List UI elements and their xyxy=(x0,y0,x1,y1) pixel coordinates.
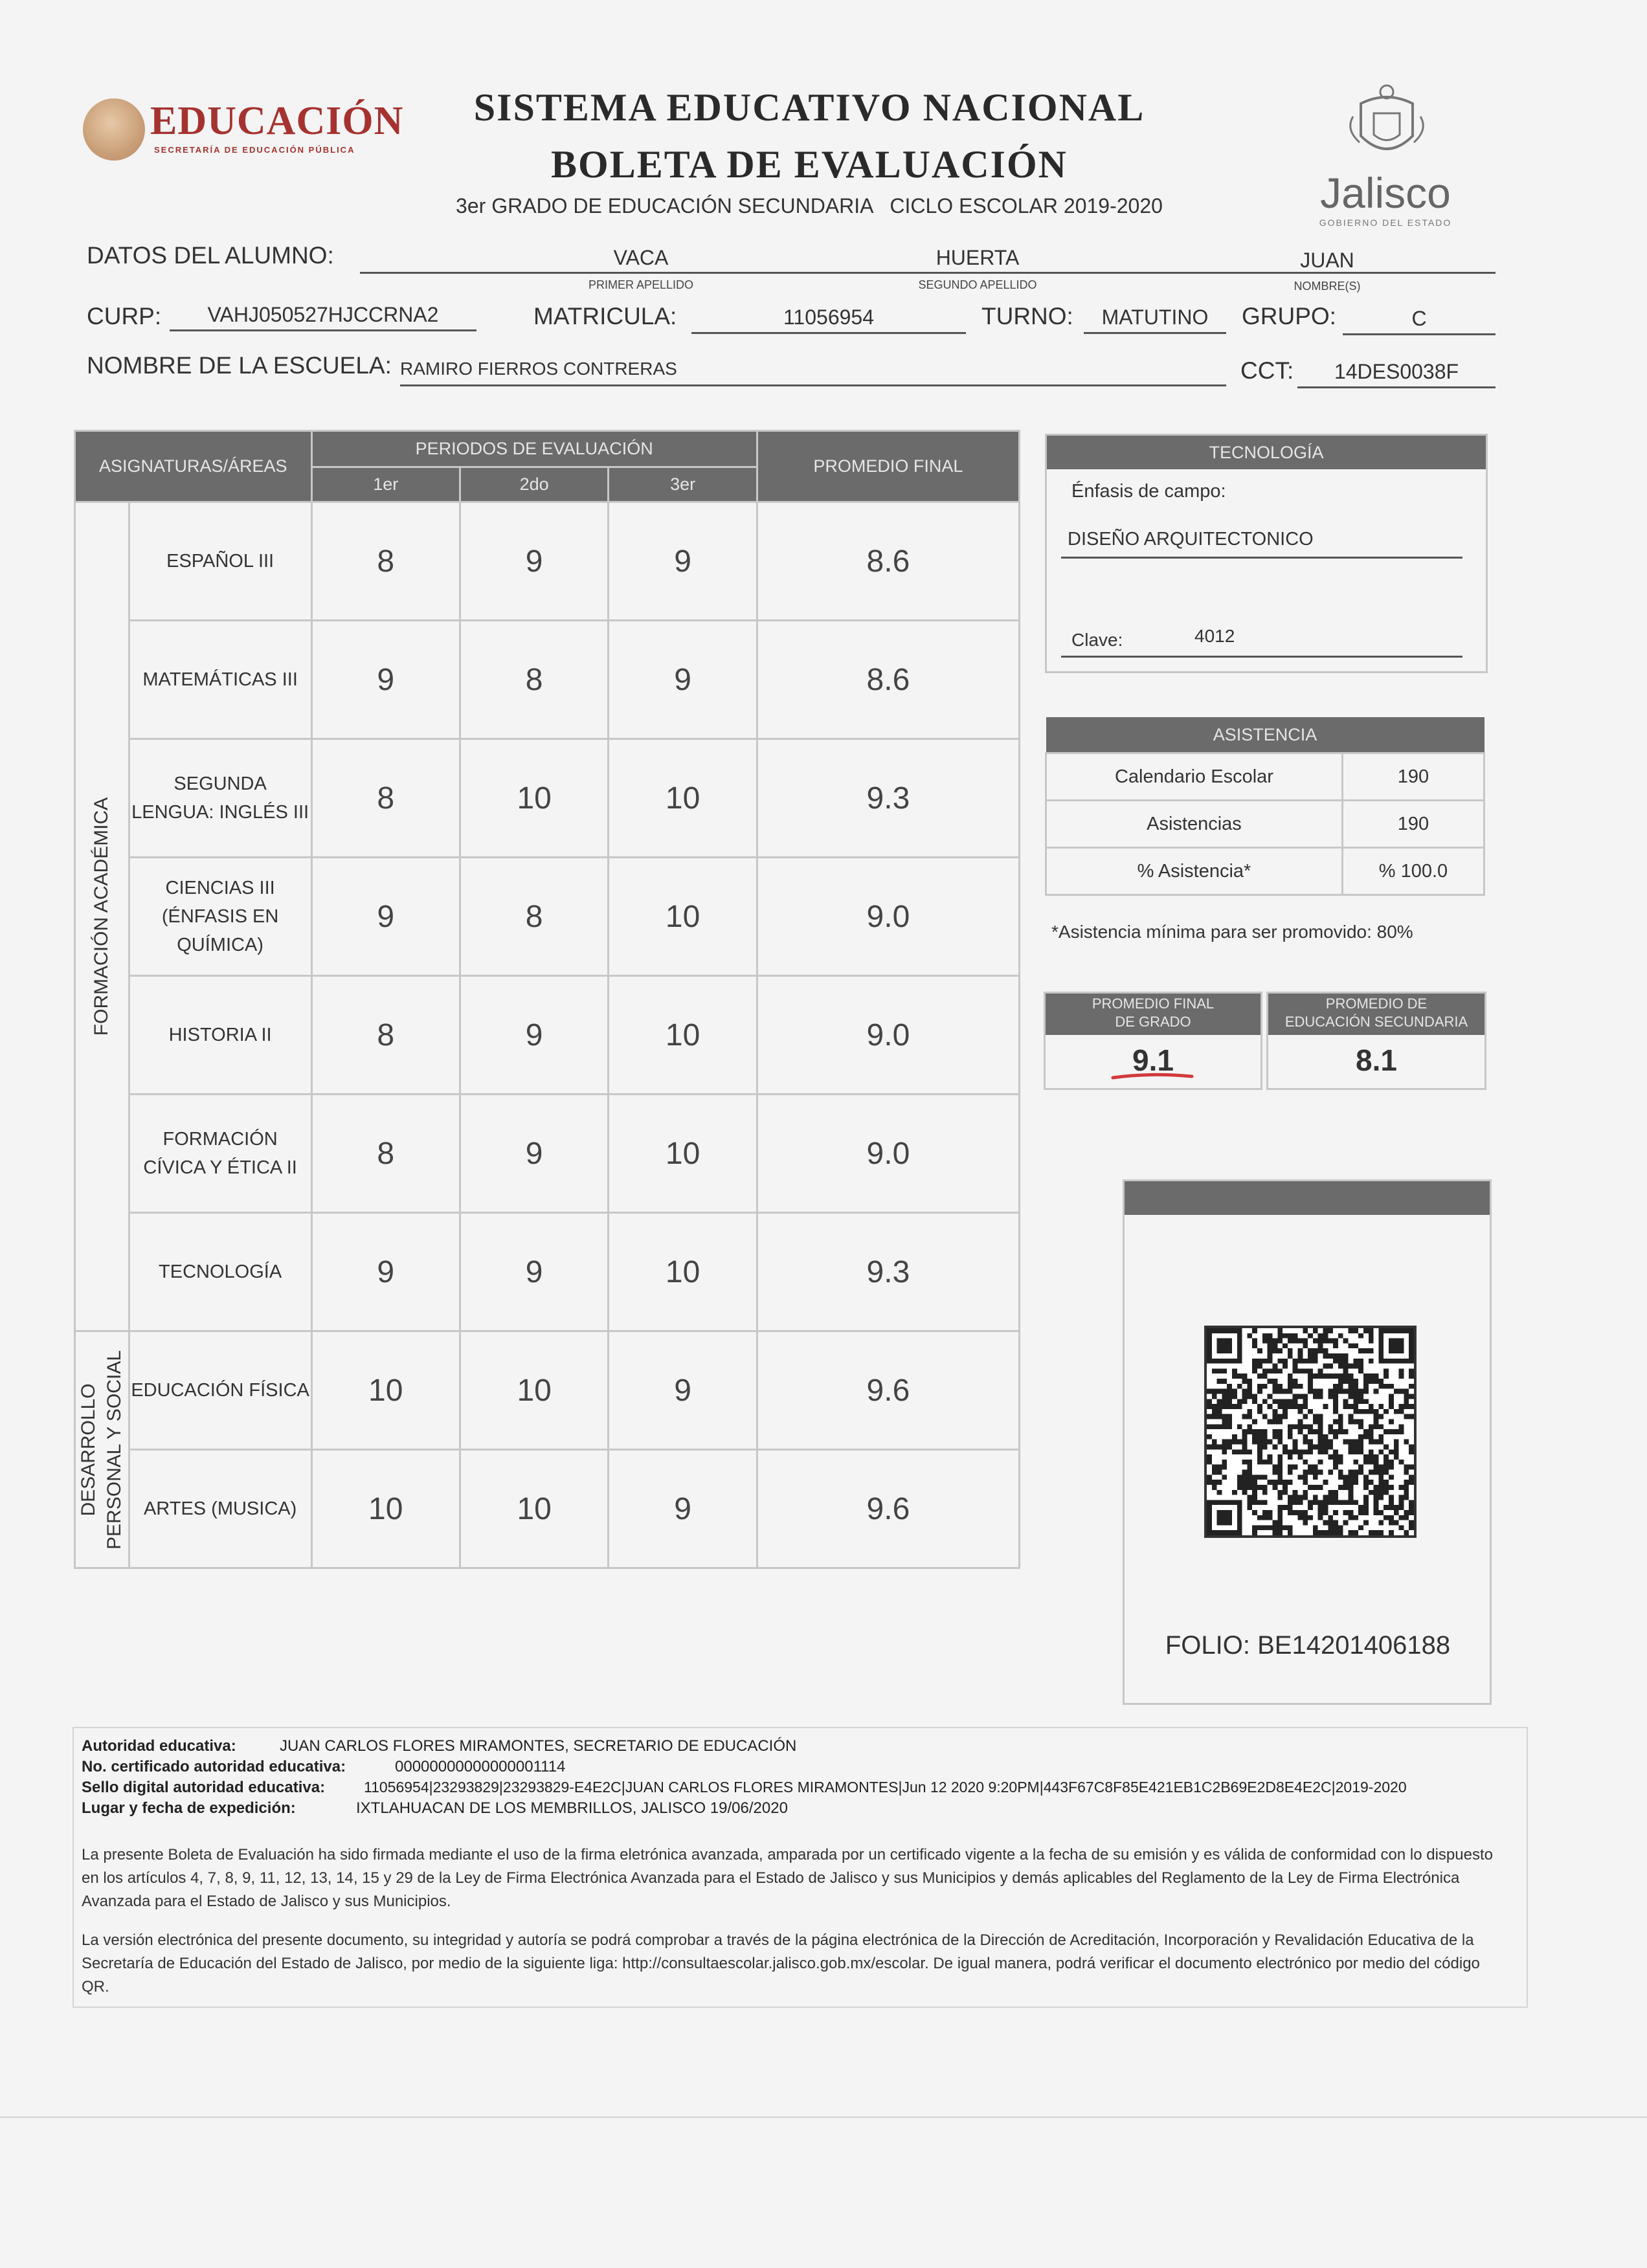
clave-value: 4012 xyxy=(1194,626,1235,646)
turno-value: MATUTINO xyxy=(1084,306,1226,334)
asistencia-label: % Asistencia* xyxy=(1046,848,1343,895)
table-row xyxy=(75,1213,1020,1331)
grade-p2: 9 xyxy=(460,1095,608,1213)
curp-label: CURP: xyxy=(87,303,162,329)
asistencia-note: *Asistencia mínima para ser promovido: 80% xyxy=(1051,922,1413,942)
table-row xyxy=(75,1095,1020,1213)
table-row xyxy=(75,1331,1020,1450)
asistencia-value: 190 xyxy=(1342,801,1484,848)
grade-p2: 10 xyxy=(460,1450,608,1568)
subject-cell: ESPAÑOL III xyxy=(129,502,311,621)
grade-final: 9.6 xyxy=(757,1450,1019,1568)
sello-label: Sello digital autoridad educativa: xyxy=(82,1779,326,1796)
table-row xyxy=(75,1450,1020,1568)
grade-p3: 9 xyxy=(609,1450,757,1568)
certificado-value: 00000000000000001114 xyxy=(395,1758,566,1775)
sep-logo-word: EDUCACIÓN xyxy=(150,99,404,143)
grade-final: 9.3 xyxy=(757,739,1019,858)
tecnologia-box xyxy=(1045,434,1488,673)
grade-p3: 9 xyxy=(609,502,757,621)
subject-cell: TECNOLOGÍA xyxy=(129,1213,311,1331)
grade-p3: 9 xyxy=(609,621,757,739)
qr-code[interactable] xyxy=(1204,1326,1417,1538)
subject-cell: SEGUNDA LENGUA: INGLÉS III xyxy=(129,739,311,858)
legal-paragraph-1: La presente Boleta de Evaluación ha sido firmada mediante el uso de la firma eletrónica avanzada, amparada por un certificado vigente a la fecha de su emisión y es válida de conformidad con lo dispuesto en los artículos 4, 7, 8, 9, 11, 12, 13, 14, 15 y 29 de la Ley de Firma Electrónica Avanzada para el Estado de Jalisco y sus Municipios y demás aplicables del Reglamento de la Ley de Firma Electrónica Avanzada para el Estado de Jalisco y sus Municipios. xyxy=(82,1846,1493,1910)
jalisco-logo-subtitle: GOBIERNO DEL ESTADO xyxy=(1319,217,1452,228)
page-edge xyxy=(0,2117,1647,2118)
grade-p2: 9 xyxy=(460,502,608,621)
asistencia-header: ASISTENCIA xyxy=(1046,717,1485,753)
escuela-label: NOMBRE DE LA ESCUELA: xyxy=(87,352,392,379)
red-underline-mark xyxy=(1110,1070,1194,1083)
asistencia-label: Asistencias xyxy=(1046,801,1343,848)
grade-p1: 9 xyxy=(311,858,460,976)
col-p2-header: 2do xyxy=(460,467,608,502)
subject-cell: FORMACIÓN CÍVICA Y ÉTICA II xyxy=(129,1095,311,1213)
table-row xyxy=(1046,753,1485,801)
grade-p1: 9 xyxy=(311,1213,460,1331)
grade-p3: 10 xyxy=(609,1213,757,1331)
nombre: JUAN xyxy=(1300,249,1354,272)
promedio-secundaria-label-line1: PROMEDIO DE xyxy=(1325,995,1428,1012)
footer-box xyxy=(73,1727,1528,2008)
promedio-grado-header xyxy=(1046,994,1260,1035)
subject-cell: CIENCIAS III (ÉNFASIS EN QUÍMICA) xyxy=(129,858,311,976)
tecnologia-header: TECNOLOGÍA xyxy=(1047,436,1486,469)
grade-p3: 9 xyxy=(609,1331,757,1450)
grade-final: 8.6 xyxy=(757,502,1019,621)
document-title-line1: SISTEMA EDUCATIVO NACIONAL xyxy=(473,86,1145,129)
clave-label: Clave: xyxy=(1071,630,1123,650)
segundo-apellido: HUERTA xyxy=(936,246,1020,269)
certificado-label: No. certificado autoridad educativa: xyxy=(82,1758,346,1775)
promedio-grado-box xyxy=(1044,992,1262,1090)
document-subtitle: 3er GRADO DE EDUCACIÓN SECUNDARIA CICLO ESCOLAR 2019-2020 xyxy=(456,194,1163,217)
grade-p1: 8 xyxy=(311,502,460,621)
grades-table xyxy=(74,430,1020,1569)
grade-p2: 8 xyxy=(460,858,608,976)
legal-paragraph-2: La versión electrónica del presente documento, su integridad y autoría se podrá comprobar a través de la página electrónica de la Dirección de Acreditación, Incorporación y Revalidación Educativa de la Secretaría de Educación del Estado de Jalisco, por medio de la siguiente liga: http://consultaescolar.jalisco.gob.mx/escolar. De igual manera, podrá verificar el documento electrónico por medio del código QR. xyxy=(82,1931,1480,1996)
grade-p3: 10 xyxy=(609,1095,757,1213)
group-label-line2: PERSONAL Y SOCIAL xyxy=(104,1350,126,1550)
subject-cell: EDUCACIÓN FÍSICA xyxy=(129,1331,311,1450)
grade-final: 9.0 xyxy=(757,1095,1019,1213)
grade-final: 9.3 xyxy=(757,1213,1019,1331)
grupo-value: C xyxy=(1343,307,1496,335)
promedio-secundaria-box xyxy=(1266,992,1486,1090)
col-subjects-header: ASIGNATURAS/ÁREAS xyxy=(75,431,312,502)
folio-text: FOLIO: BE14201406188 xyxy=(1165,1631,1451,1660)
lugar-value: IXTLAHUACAN DE LOS MEMBRILLOS, JALISCO 19/06/2020 xyxy=(356,1799,788,1817)
grade-final: 9.6 xyxy=(757,1331,1019,1450)
group-formacion-academica xyxy=(75,502,129,1331)
enfasis-value: DISEÑO ARQUITECTONICO xyxy=(1061,529,1462,559)
table-row xyxy=(1046,801,1485,848)
clave-underline xyxy=(1061,656,1462,658)
matricula-label: MATRICULA: xyxy=(533,303,677,329)
sello-value: 11056954|23293829|23293829-E4E2C|JUAN CARLOS FLORES MIRAMONTES|Jun 12 2020 9:20PM|443F67C8F85E421EB1C2B69E2D8E4E2C|2019-2020 xyxy=(364,1779,1407,1796)
table-row xyxy=(75,858,1020,976)
group-label-line1: DESARROLLO xyxy=(78,1383,100,1517)
grade-p1: 8 xyxy=(311,739,460,858)
grupo-label: GRUPO: xyxy=(1242,303,1336,329)
jalisco-coat-of-arms-icon xyxy=(1341,78,1432,168)
escuela-value: RAMIRO FIERROS CONTRERAS xyxy=(400,359,1226,386)
grade-p2: 10 xyxy=(460,739,608,858)
matricula-value: 11056954 xyxy=(691,306,966,334)
primer-apellido: VACA xyxy=(613,246,669,269)
group-desarrollo-personal xyxy=(75,1331,129,1568)
promedio-secundaria-label-line2: EDUCACIÓN SECUNDARIA xyxy=(1284,1014,1468,1030)
asistencia-table xyxy=(1045,717,1485,896)
promedio-grado-label-line2: DE GRADO xyxy=(1115,1014,1191,1030)
turno-label: TURNO: xyxy=(981,303,1073,329)
col-periods-header: PERIODOS DE EVALUACIÓN xyxy=(311,431,757,467)
grade-p2: 10 xyxy=(460,1331,608,1450)
grade-final: 9.0 xyxy=(757,976,1019,1095)
promedio-grado-value: 9.1 xyxy=(1132,1043,1174,1077)
nombre-caption: NOMBRE(S) xyxy=(1294,280,1361,293)
grade-p1: 8 xyxy=(311,976,460,1095)
grade-p2: 8 xyxy=(460,621,608,739)
grade-p3: 10 xyxy=(609,739,757,858)
curp-value: VAHJ050527HJCCRNA2 xyxy=(170,303,476,331)
subject-cell: HISTORIA II xyxy=(129,976,311,1095)
asistencia-value: % 100.0 xyxy=(1342,848,1484,895)
asistencia-value: 190 xyxy=(1342,753,1484,801)
grade-final: 8.6 xyxy=(757,621,1019,739)
grade-final: 9.0 xyxy=(757,858,1019,976)
table-row xyxy=(75,502,1020,621)
mexico-seal-icon xyxy=(83,98,145,161)
subject-cell: MATEMÁTICAS III xyxy=(129,621,311,739)
datos-alumno-label: DATOS DEL ALUMNO: xyxy=(87,242,334,269)
qr-box-header-bar xyxy=(1125,1181,1490,1215)
jalisco-logo-word: Jalisco xyxy=(1320,169,1451,217)
grade-p1: 8 xyxy=(311,1095,460,1213)
sep-logo-subtitle: SECRETARÍA DE EDUCACIÓN PÚBLICA xyxy=(154,145,355,155)
autoridad-label: Autoridad educativa: xyxy=(82,1737,236,1755)
asistencia-label: Calendario Escolar xyxy=(1046,753,1343,801)
grade-p1: 10 xyxy=(311,1331,460,1450)
lugar-label: Lugar y fecha de expedición: xyxy=(82,1799,296,1817)
grade-p2: 9 xyxy=(460,1213,608,1331)
group-label: FORMACIÓN ACADÉMICA xyxy=(91,797,113,1036)
grade-p2: 9 xyxy=(460,976,608,1095)
col-p3-header: 3er xyxy=(609,467,757,502)
document-title-line2: BOLETA DE EVALUACIÓN xyxy=(551,143,1068,186)
promedio-secundaria-value: 8.1 xyxy=(1356,1043,1397,1077)
cct-label: CCT: xyxy=(1240,357,1294,384)
col-final-header: PROMEDIO FINAL xyxy=(757,431,1019,502)
table-row xyxy=(75,976,1020,1095)
cct-value: 14DES0038F xyxy=(1297,360,1496,388)
promedio-grado-label-line1: PROMEDIO FINAL xyxy=(1092,995,1215,1012)
col-p1-header: 1er xyxy=(311,467,460,502)
promedio-secundaria-header xyxy=(1268,994,1485,1035)
primer-apellido-caption: PRIMER APELLIDO xyxy=(588,278,694,291)
table-row xyxy=(1046,848,1485,895)
table-row xyxy=(75,739,1020,858)
segundo-apellido-caption: SEGUNDO APELLIDO xyxy=(918,278,1037,291)
grade-p1: 10 xyxy=(311,1450,460,1568)
sep-logo xyxy=(78,96,404,167)
table-row xyxy=(75,621,1020,739)
grade-p3: 10 xyxy=(609,858,757,976)
grade-p3: 10 xyxy=(609,976,757,1095)
grade-p1: 9 xyxy=(311,621,460,739)
autoridad-value: JUAN CARLOS FLORES MIRAMONTES, SECRETARIO DE EDUCACIÓN xyxy=(280,1737,797,1755)
group-label xyxy=(76,1350,128,1550)
enfasis-label: Énfasis de campo: xyxy=(1071,481,1226,502)
subject-cell: ARTES (MUSICA) xyxy=(129,1450,311,1568)
